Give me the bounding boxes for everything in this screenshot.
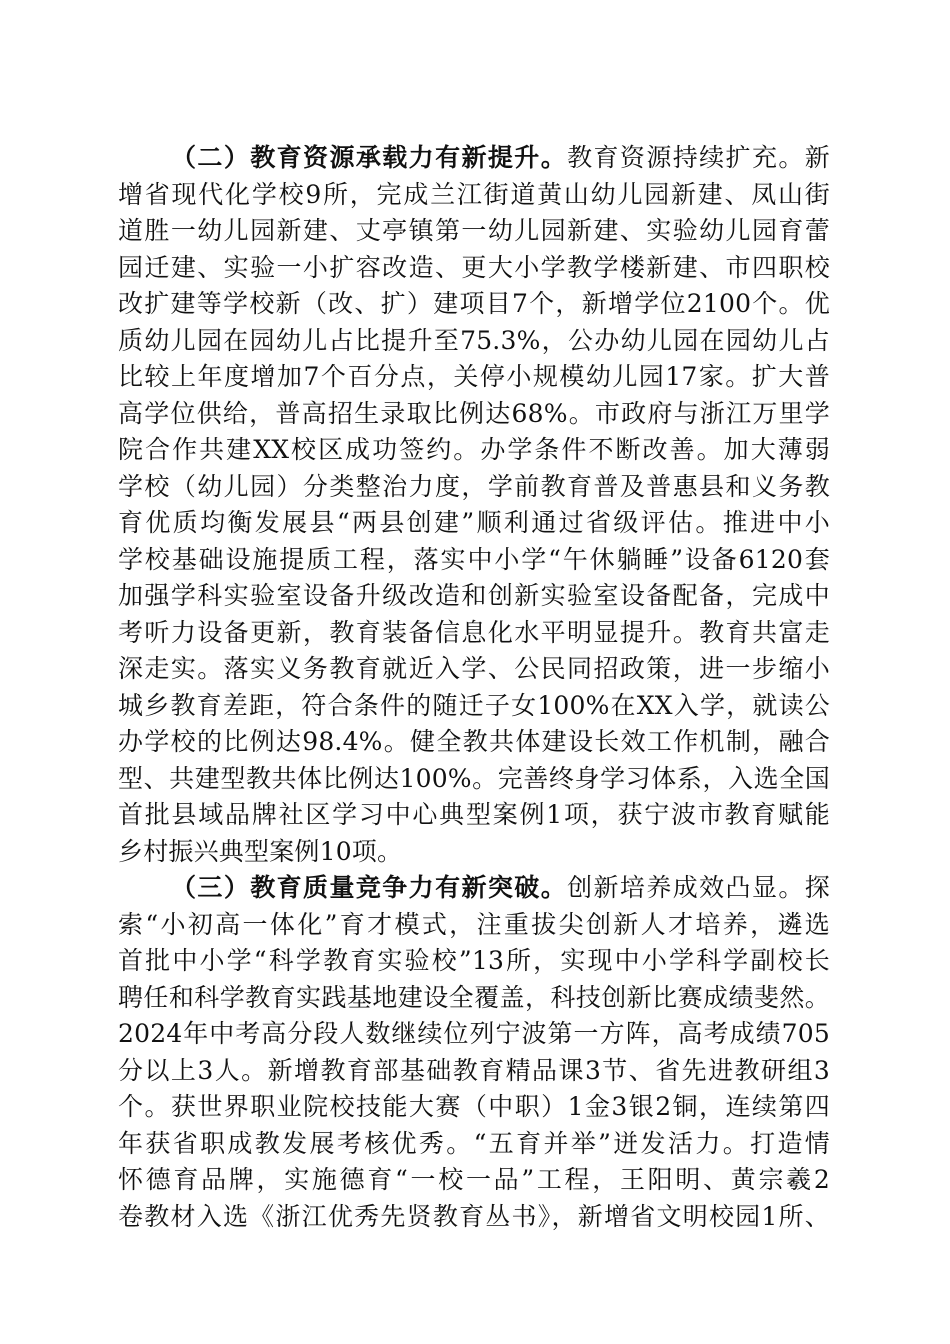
text-line: 增省现代化学校9所，完成兰江街道黄山幼儿园新建、凤山街 xyxy=(118,179,830,209)
text-line: 考听力设备更新，教育装备信息化水平明显提升。教育共富走 xyxy=(118,617,830,647)
text-line: 首批中小学“科学教育实验校”13所，实现中小学科学副校长 xyxy=(118,946,830,975)
text-line: 分以上3人。新增教育部基础教育精品课3节、省先进教研组3 xyxy=(118,1055,830,1085)
document-body xyxy=(118,140,830,1235)
section-heading-quality: （三）教育质量竞争力有新突破。 xyxy=(171,873,568,902)
text-line: 聘任和科学教育实践基地建设全覆盖，科技创新比赛成绩斐然。 xyxy=(118,982,830,1012)
text-line: 比较上年度增加7个百分点，关停小规模幼儿园17家。扩大普 xyxy=(118,362,830,391)
text-line: 道胜一幼儿园新建、丈亭镇第一幼儿园新建、实验幼儿园育蕾 xyxy=(118,216,830,245)
text-line: 加强学科实验室设备升级改造和创新实验室设备配备，完成中 xyxy=(118,581,830,610)
paragraph-education-quality xyxy=(118,870,830,1235)
paragraph-text: 创新培养成效凸显。探 xyxy=(567,873,830,902)
text-line: 型、共建型教共体比例达100%。完善终身学习体系，入选全国 xyxy=(118,763,830,793)
text-line: 园迁建、实验一小扩容改造、更大小学教学楼新建、市四职校 xyxy=(118,252,830,282)
text-line: 首批县域品牌社区学习中心典型案例1项，获宁波市教育赋能 xyxy=(118,800,830,829)
text-line: 办学校的比例达98.4%。健全教共体建设长效工作机制，融合 xyxy=(118,727,830,756)
text-line: 学校（幼儿园）分类整治力度，学前教育普及普惠县和义务教 xyxy=(118,471,830,501)
paragraph-first-line xyxy=(118,140,830,177)
text-line: 2024年中考高分段人数继续位列宁波第一方阵，高考成绩705 xyxy=(118,1019,830,1048)
text-line: 改扩建等学校新（改、扩）建项目7个，新增学位2100个。优 xyxy=(118,289,830,318)
text-line: 院合作共建XX校区成功签约。办学条件不断改善。加大薄弱 xyxy=(118,435,830,464)
text-line: 索“小初高一体化”育才模式，注重拔尖创新人才培养，遴选 xyxy=(118,909,830,939)
text-line: 育优质均衡发展县“两县创建”顺利通过省级评估。推进中小 xyxy=(118,508,830,537)
text-line: 高学位供给，普高招生录取比例达68%。市政府与浙江万里学 xyxy=(118,398,830,428)
section-heading-resources: （二）教育资源承载力有新提升。 xyxy=(171,143,568,172)
text-line: 学校基础设施提质工程，落实中小学“午休躺睡”设备6120套 xyxy=(118,544,830,574)
text-line: 个。获世界职业院校技能大赛（中职）1金3银2铜，连续第四 xyxy=(118,1092,830,1121)
paragraph-text: 教育资源持续扩充。新 xyxy=(567,143,830,172)
text-line: 深走实。落实义务教育就近入学、公民同招政策，进一步缩小 xyxy=(118,654,830,683)
text-line: 卷教材入选《浙江优秀先贤教育丛书》，新增省文明校园1所、 xyxy=(118,1201,830,1231)
text-line: 怀德育品牌，实施德育“一校一品”工程，王阳明、黄宗羲2 xyxy=(118,1165,830,1194)
paragraph-first-line xyxy=(118,870,830,907)
text-line: 乡村振兴典型案例10项。 xyxy=(118,836,403,866)
text-line: 年获省职成教发展考核优秀。“五育并举”迸发活力。打造情 xyxy=(118,1128,830,1158)
paragraph-education-resources xyxy=(118,140,830,870)
text-line: 质幼儿园在园幼儿占比提升至75.3%，公办幼儿园在园幼儿占 xyxy=(118,325,830,355)
text-line: 城乡教育差距，符合条件的随迁子女100%在XX入学，就读公 xyxy=(118,690,830,720)
